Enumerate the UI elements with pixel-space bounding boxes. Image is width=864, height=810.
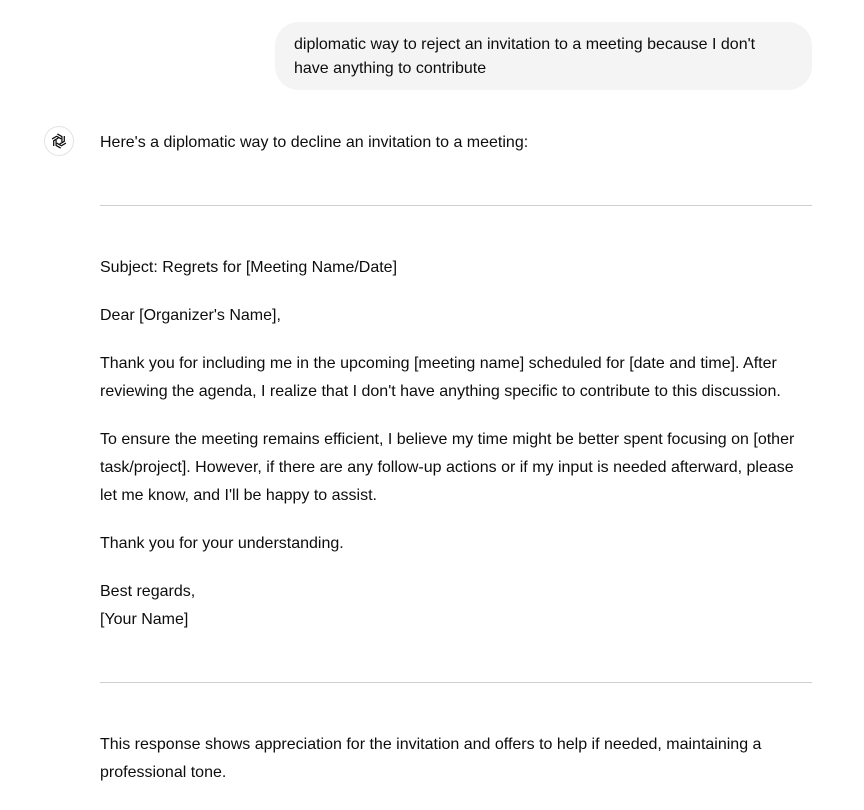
email-subject: Subject: Regrets for [Meeting Name/Date]	[100, 259, 398, 276]
assistant-intro: Here's a diplomatic way to decline an invitation to a meeting:	[100, 134, 529, 151]
email-greeting: Dear [Organizer's Name],	[100, 307, 281, 324]
assistant-closing: This response shows appreciation for the invitation and offers to help if needed, maintaining a professional tone.	[100, 736, 762, 781]
email-paragraph-2: To ensure the meeting remains efficient, I believe my time might be better spent focusing on [other task/project]. However, if there are any follow-up actions or if my input is needed afterward, please let me know, and I'll be happy to assist.	[100, 431, 795, 504]
divider-bottom	[100, 682, 812, 683]
divider-top	[100, 205, 812, 206]
user-message-bubble	[275, 22, 812, 90]
openai-logo-icon	[49, 131, 69, 151]
user-message-text: diplomatic way to reject an invitation to a meeting because I don't have anything to contribute	[294, 36, 756, 77]
assistant-avatar	[44, 126, 74, 156]
email-paragraph-1: Thank you for including me in the upcoming [meeting name] scheduled for [date and time]. After reviewing the agenda, I realize that I don't have anything specific to contribute to this discussion.	[100, 355, 781, 400]
email-thanks: Thank you for your understanding.	[100, 535, 344, 552]
email-signature: [Your Name]	[100, 611, 189, 628]
email-signoff: Best regards,	[100, 583, 196, 600]
